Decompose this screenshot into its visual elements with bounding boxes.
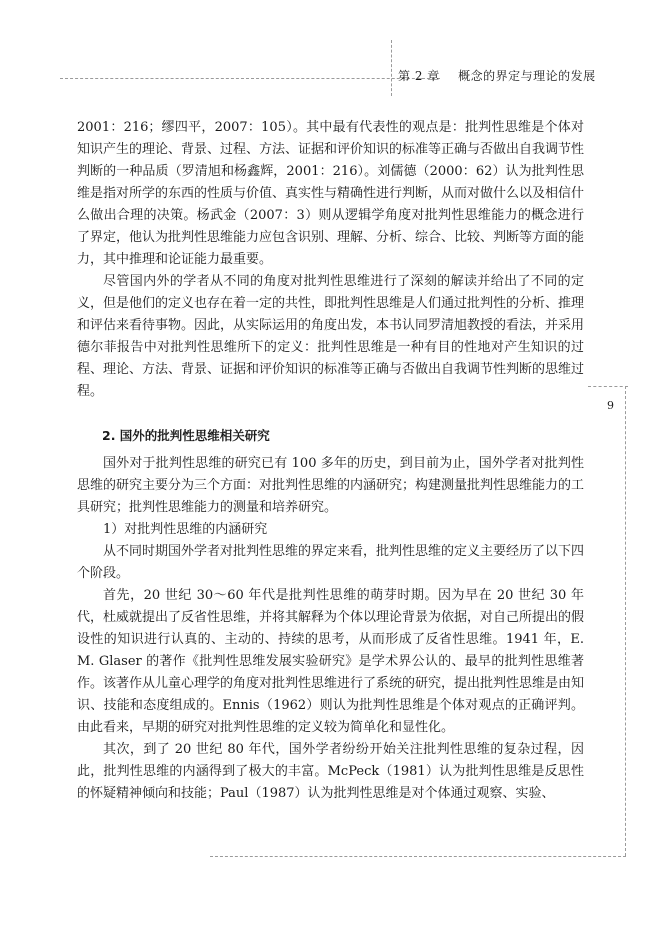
header-rule — [60, 78, 440, 79]
paragraph-continued: 2001：216；缪四平，2007：105）。其中最有代表性的观点是：批判性思维是个体对知识产生的理论、背景、过程、方法、证据和评价知识的标准等正确与否做出自我调节性判断的一种品质（罗清旭和杨鑫辉，2001：216）。刘儒德（2000：62）认为批判性思维是指对所学的东西的性质与价值、真实性与精确性进行判断，从而对做什么以及相信什么做出合理的决策。杨武金（2007：3）则从逻辑学角度对批判性思维能力的概念进行了界定，他认为批判性思维能力应包含识别、理解、分析、综合、比较、判断等方面的能力，其中推理和论证能力最重要。 — [77, 120, 585, 267]
section-heading: 2. 国外的批判性思维相关研究 — [102, 428, 270, 443]
chapter-label: 第 2 章 — [398, 69, 440, 83]
paragraph-first-stage: 首先，20 世纪 30～60 年代是批判性思维的萌芽时期。因为早在 20 世纪 30 年代，杜威就提出了反省性思维，并将其解释为个体以理论背景为依据，对自己所提出的假设性的知识进行认真的、主动的、持续的思考，从而形成了反省性思维。1941 年，E. M. Glaser 的著作《批判性思维发展实验研究》是学术界公认的、最早的批判性思维著作。该著作从儿童心理学的角度对批判性思维进行了系统的研究，提出批判性思维是由知识、技能和态度组成的。Ennis（1962）则认为批判性思维是个体对观点的正确评判。由此看来，早期的研究对批判性思维的定义较为简单化和显性化。 — [77, 588, 585, 735]
page-number: 9 — [607, 399, 614, 412]
page-number-rule — [588, 386, 628, 387]
paragraph-second-stage: 其次，到了 20 世纪 80 年代，国外学者纷纷开始关注批判性思维的复杂过程，因此，批判性思维的内涵得到了极大的丰富。McPeck（1981）认为批判性思维是反思性的怀疑精神倾向和技能；Paul（1987）认为批判性思维是对个体通过观察、实验、 — [77, 742, 584, 801]
header-divider — [391, 40, 392, 96]
subsection-title: 1）对批判性思维的内涵研究 — [103, 522, 268, 537]
footer-rule — [210, 856, 626, 857]
running-header — [398, 67, 596, 84]
paragraph-overview: 国外对于批判性思维的研究已有 100 多年的历史，到目前为止，国外学者对批判性思维的研究主要分为三个方面：对批判性思维的内涵研究；构建测量批判性思维能力的工具研究；批判性思维能力的测量和培养研究。 — [77, 456, 585, 515]
margin-rule — [625, 386, 626, 856]
paragraph-stages: 从不同时期国外学者对批判性思维的界定来看，批判性思维的定义主要经历了以下四个阶段。 — [77, 544, 585, 581]
paragraph-definition: 尽管国内外的学者从不同的角度对批判性思维进行了深刻的解读并给出了不同的定义，但是他们的定义也存在着一定的共性，即批判性思维是人们通过批判性的分析、推理和评估来看待事物。因此，从实际运用的角度出发，本书认同罗清旭教授的看法，并采用德尔菲报告中对批判性思维所下的定义：批判性思维是一种有目的性地对产生知识的过程、理论、方法、背景、证据和评价知识的标准等正确与否做出自我调节性判断的思维过程。 — [77, 274, 585, 399]
chapter-title: 概念的界定与理论的发展 — [458, 69, 596, 83]
page-body — [77, 117, 584, 805]
